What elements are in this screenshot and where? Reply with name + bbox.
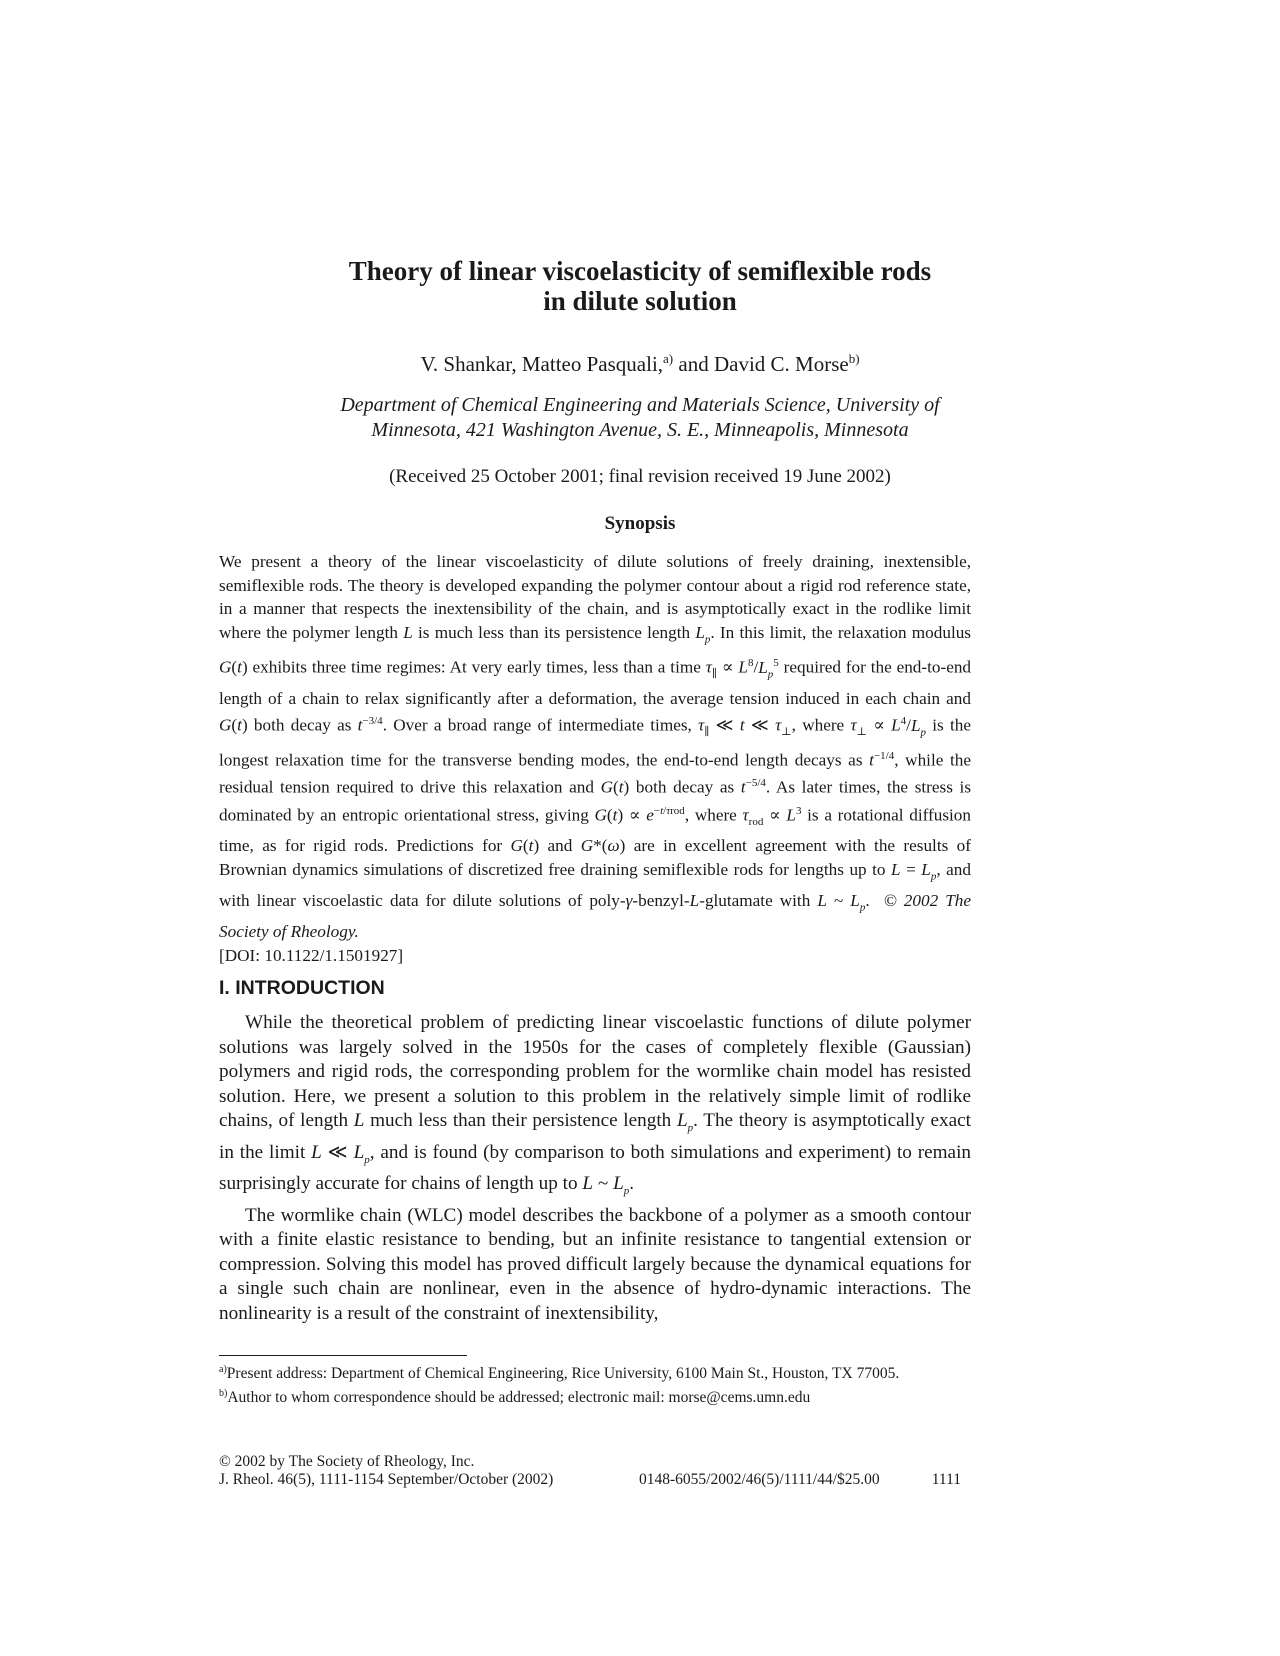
footnote-mark-a: a) [663,351,674,366]
footnote-divider [219,1355,467,1356]
title-line-2: in dilute solution [543,286,737,316]
author-names-2: and David C. Morse [678,352,849,376]
footer-citation-row [219,1471,971,1489]
abstract-copyright: © 2002 The Society of Rheology. [219,890,971,942]
doi: [DOI: 10.1122/1.1501927] [219,945,404,965]
footnote-b: $^{b)}$Author to whom correspondence should be addressed; electronic mail: morse@cems.umn.edu [219,1388,811,1407]
issn-code: 0148-6055/2002/46(5)/1111/44/$25.00 [639,1471,880,1488]
section-heading-introduction: I. INTRODUCTION [219,977,385,999]
received-dates: (Received 25 October 2001; final revision received 19 June 2002) [389,466,891,487]
abstract: We present a theory of the linear viscoelasticity of dilute solutions of freely draining, inextensible, semiflexible rods. The theory is developed expanding the polymer contour about a rigid rod reference state, in a manner that respects the inextensibility of the chain, and is asymptotically exact in the rodlike limit where the polymer length L is much less than its persistence length $L_p$. In this limit, the relaxation modulus G(t) exhibits three time regimes: At very early times, less than a time $\tau_\parallel \propto L^8/L_p^5$ required for the end-to-end length of a chain to relax significantly after a deformation, the average tension induced in each chain and G(t) both decay as $t^{-3/4}$. Over a broad range of intermediate times, $\tau_\parallel$ ≪ t ≪ $\tau_\perp$, where $\tau_\perp \propto L^4/L_p$ is the longest relaxation time for the transverse bending modes, the end-to-end length decays as $t^{-1/4}$, while the residual tension required to drive this relaxation and G(t) both decay as $t^{-5/4}$. As later times, the stress is dominated by an entropic orientational stress, giving $G(t) \propto e^{-t/\tau rod}$, where $\tau_{rod} \propto L^3$ is a rotational diffusion time, as for rigid rods. Predictions for G(t) and G*(ω) are in excellent agreement with the results of Brownian dynamics simulations of discretized free draining semiflexible rods for lengths up to $L = L_p$, and with linear viscoelastic data for dilute solutions of poly-γ-benzyl-L-glutamate with L ~ $L_p$. © 2002 The Society of Rheology. [DOI: 10.1122/1.1501927] [219,550,971,967]
page-number: 1111 [931,1471,961,1488]
page-footer [219,1453,971,1489]
introduction-body [219,1011,971,1327]
intro-paragraph-2: The wormlike chain (WLC) model describes the backbone of a polymer as a smooth contour with a finite elastic resistance to bending, but an infinite resistance to tangential extension or compression. Solving this model has proved difficult largely because the dynamical equations for a single such chain are nonlinear, even in the absence of hydro-dynamic interactions. The nonlinearity is a result of the constraint of inextensibility, [219,1204,971,1325]
journal-citation: J. Rheol. 46(5), 1111-1154 September/October (2002) [219,1471,554,1488]
paper-title [200,256,1080,316]
footnote-mark-b: b) [848,351,860,366]
synopsis-heading: Synopsis [604,513,676,534]
footer-copyright: © 2002 by The Society of Rheology, Inc. [219,1453,475,1470]
footnote-a: $^{a)}$Present address: Department of Chemical Engineering, Rice University, 6100 Main St., Houston, TX 77005. [219,1364,900,1383]
footnotes [219,1360,979,1408]
affiliation-line-1: Department of Chemical Engineering and Materials Science, University of [340,394,940,416]
author-list [200,346,1080,377]
affiliation-line-2: Minnesota, 421 Washington Avenue, S. E., Minneapolis, Minnesota [371,419,909,441]
author-names-1: V. Shankar, Matteo Pasquali, [420,352,664,376]
title-line-1: Theory of linear viscoelasticity of semiflexible rods [348,256,932,286]
affiliation [240,393,1040,443]
intro-paragraph-1: While the theoretical problem of predicting linear viscoelastic functions of dilute polymer solutions was largely solved in the 1950s for the cases of completely flexible (Gaussian) polymers and rigid rods, the corresponding problem for the wormlike chain model has resisted solution. Here, we present a solution to this problem in the relatively simple limit of rodlike chains, of length L much less than their persistence length $L_p$. The theory is asymptotically exact in the limit L ≪ $L_p$, and is found (by comparison to both simulations and experiment) to remain surprisingly accurate for chains of length up to L ~ $L_p$. [219,1012,971,1198]
